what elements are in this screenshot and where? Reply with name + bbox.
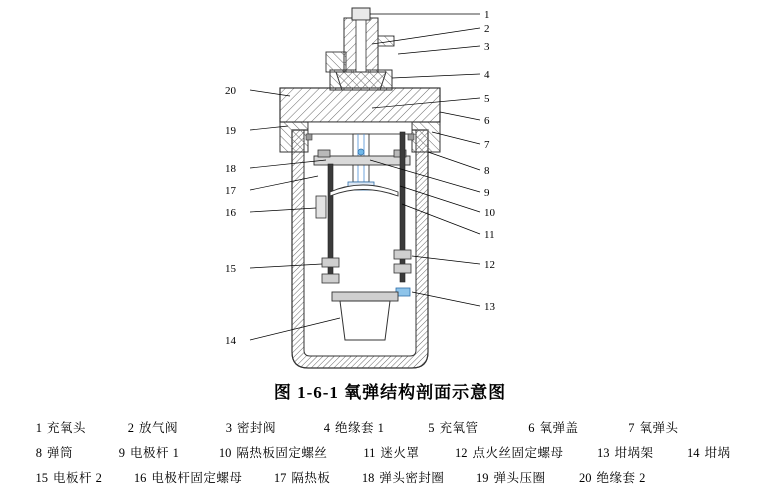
legend-number: 17 — [273, 471, 287, 485]
legend-number: 18 — [361, 471, 375, 485]
legend-label: 充氧管 — [439, 421, 479, 435]
legend-item — [28, 443, 73, 461]
legend-item — [316, 418, 384, 436]
callout-number: 20 — [225, 85, 236, 97]
legend-label: 放气阀 — [139, 421, 179, 435]
callout-number: 12 — [484, 259, 495, 271]
callout-number: 5 — [484, 93, 490, 105]
legend-item — [354, 468, 444, 486]
legend-number: 12 — [454, 446, 468, 460]
legend-item — [679, 443, 730, 461]
legend-row — [28, 418, 758, 436]
legend-item — [355, 443, 419, 461]
legend-item — [571, 468, 645, 486]
legend-number: 16 — [133, 471, 147, 485]
callout-number: 15 — [225, 263, 236, 275]
legend-number: 10 — [218, 446, 232, 460]
legend-label: 电板杆 2 — [53, 471, 103, 485]
legend-item — [126, 468, 242, 486]
callout-number: 3 — [484, 41, 490, 53]
callout-number: 14 — [225, 335, 236, 347]
legend-label: 点火丝固定螺母 — [472, 446, 564, 460]
callout-number: 19 — [225, 125, 236, 137]
legend-number: 11 — [363, 446, 376, 460]
legend-label: 氧弹盖 — [539, 421, 579, 435]
legend-number: 19 — [475, 471, 489, 485]
legend-number: 9 — [118, 446, 126, 460]
callout-number: 2 — [484, 23, 490, 35]
legend-row — [28, 468, 758, 486]
legend-item — [620, 418, 678, 436]
callout-number: 4 — [484, 69, 490, 81]
legend-label: 弹头密封圈 — [379, 471, 445, 485]
legend-number: 2 — [127, 421, 135, 435]
legend-number: 3 — [225, 421, 233, 435]
legend-number: 5 — [428, 421, 435, 435]
callout-number: 18 — [225, 163, 236, 175]
legend-item — [420, 418, 478, 436]
legend-number: 1 — [35, 421, 42, 435]
legend-item — [28, 468, 102, 486]
legend-item — [447, 443, 563, 461]
legend-item — [120, 418, 178, 436]
legend-label: 弹筒 — [47, 446, 74, 460]
legend-label: 氧弹头 — [639, 421, 679, 435]
figure-legend — [28, 418, 758, 493]
callout-number: 13 — [484, 301, 495, 313]
legend-number: 4 — [323, 421, 331, 435]
legend-item — [520, 418, 578, 436]
legend-number: 6 — [528, 421, 535, 435]
legend-item — [468, 468, 545, 486]
callout-number: 17 — [225, 185, 236, 197]
callout-number: 9 — [484, 187, 490, 199]
legend-number: 13 — [596, 446, 610, 460]
legend-item — [589, 443, 653, 461]
callout-number: 7 — [484, 139, 490, 151]
legend-label: 隔热板 — [291, 471, 331, 485]
legend-label: 电极杆 1 — [130, 446, 180, 460]
legend-item — [111, 443, 179, 461]
legend-item — [218, 418, 276, 436]
legend-label: 绝缘套 2 — [596, 471, 646, 485]
heat-shield-plate — [314, 149, 410, 165]
legend-label: 充氧头 — [47, 421, 87, 435]
callout-number: 6 — [484, 115, 490, 127]
figure-caption: 图 1-6-1 氧弹结构剖面示意图 — [273, 383, 507, 402]
legend-label: 隔热板固定螺丝 — [236, 446, 328, 460]
callout-number: 11 — [484, 229, 495, 241]
legend-label: 迷火罩 — [380, 446, 420, 460]
legend-item — [266, 468, 330, 486]
legend-item — [28, 418, 86, 436]
legend-label: 电极杆固定螺母 — [151, 471, 243, 485]
callout-number: 1 — [484, 9, 490, 21]
callout-number: 16 — [225, 207, 236, 219]
legend-label: 密封阀 — [237, 421, 277, 435]
legend-number: 20 — [578, 471, 592, 485]
legend-item — [211, 443, 327, 461]
legend-row — [28, 443, 758, 461]
legend-label: 绝缘套 1 — [335, 421, 385, 435]
legend-number: 8 — [35, 446, 42, 460]
legend-label: 坩埚 — [704, 446, 731, 460]
legend-number: 15 — [35, 471, 48, 485]
legend-label: 弹头压圈 — [493, 471, 546, 485]
legend-number: 14 — [686, 446, 700, 460]
legend-label: 坩埚架 — [614, 446, 654, 460]
callout-number: 8 — [484, 165, 490, 177]
legend-number: 7 — [628, 421, 635, 435]
callout-number: 10 — [484, 207, 495, 219]
